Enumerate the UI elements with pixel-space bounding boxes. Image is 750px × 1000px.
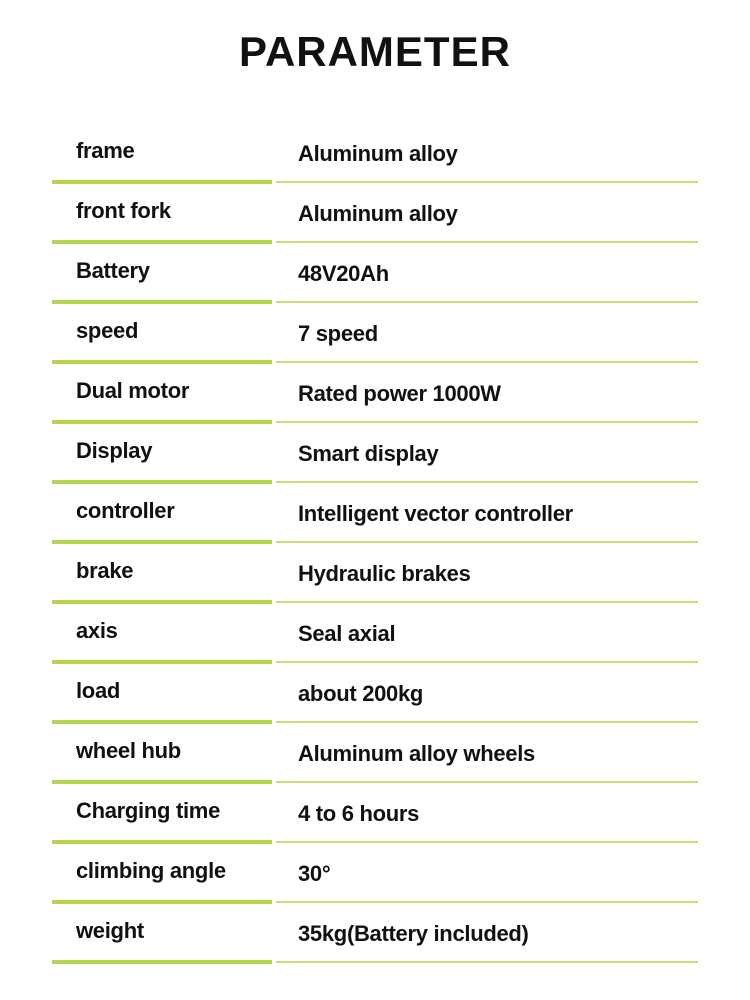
row-label: wheel hub <box>76 738 181 763</box>
row-label: Display <box>76 438 153 463</box>
row-value: Rated power 1000W <box>298 381 501 406</box>
row-label: brake <box>76 558 134 583</box>
table-row <box>52 424 698 484</box>
row-label: climbing angle <box>76 858 226 883</box>
table-row <box>52 664 698 724</box>
table-row <box>52 244 698 304</box>
row-label: Dual motor <box>76 378 190 403</box>
table-row <box>52 724 698 784</box>
table-row <box>52 484 698 544</box>
row-label: Charging time <box>76 798 220 823</box>
table-row <box>52 184 698 244</box>
label-divider <box>52 960 272 964</box>
row-label: front fork <box>76 198 171 223</box>
row-value: 4 to 6 hours <box>298 801 420 826</box>
row-value: Aluminum alloy <box>298 201 458 226</box>
value-divider <box>276 301 698 303</box>
value-divider <box>276 361 698 363</box>
value-divider <box>276 721 698 723</box>
row-value: 35kg(Battery included) <box>298 921 529 946</box>
table-row <box>52 304 698 364</box>
table-row <box>52 844 698 904</box>
row-label: weight <box>76 918 144 943</box>
row-label: Battery <box>76 258 150 283</box>
table-row <box>52 784 698 844</box>
row-value: 30° <box>298 861 331 886</box>
row-value: 48V20Ah <box>298 261 389 286</box>
row-value: Aluminum alloy <box>298 141 458 166</box>
row-value: Smart display <box>298 441 439 466</box>
row-value: Intelligent vector controller <box>298 501 573 526</box>
row-label: speed <box>76 318 139 343</box>
value-divider <box>276 541 698 543</box>
row-value: Seal axial <box>298 621 396 646</box>
value-divider <box>276 241 698 243</box>
row-value: 7 speed <box>298 321 378 346</box>
value-divider <box>276 481 698 483</box>
row-label: axis <box>76 618 118 643</box>
value-divider <box>276 841 698 843</box>
row-label: frame <box>76 138 135 163</box>
parameter-table <box>52 124 698 964</box>
value-divider <box>276 661 698 663</box>
row-value: about 200kg <box>298 681 424 706</box>
row-label: controller <box>76 498 175 523</box>
row-value: Aluminum alloy wheels <box>298 741 535 766</box>
value-divider <box>276 781 698 783</box>
table-row <box>52 544 698 604</box>
row-label: load <box>76 678 121 703</box>
value-divider <box>276 181 698 183</box>
value-divider <box>276 901 698 903</box>
table-row <box>52 604 698 664</box>
value-divider <box>276 601 698 603</box>
value-divider <box>276 961 698 963</box>
table-row <box>52 904 698 964</box>
value-divider <box>276 421 698 423</box>
row-value: Hydraulic brakes <box>298 561 471 586</box>
table-row <box>52 364 698 424</box>
table-row <box>52 124 698 184</box>
page-title: PARAMETER <box>239 28 511 75</box>
